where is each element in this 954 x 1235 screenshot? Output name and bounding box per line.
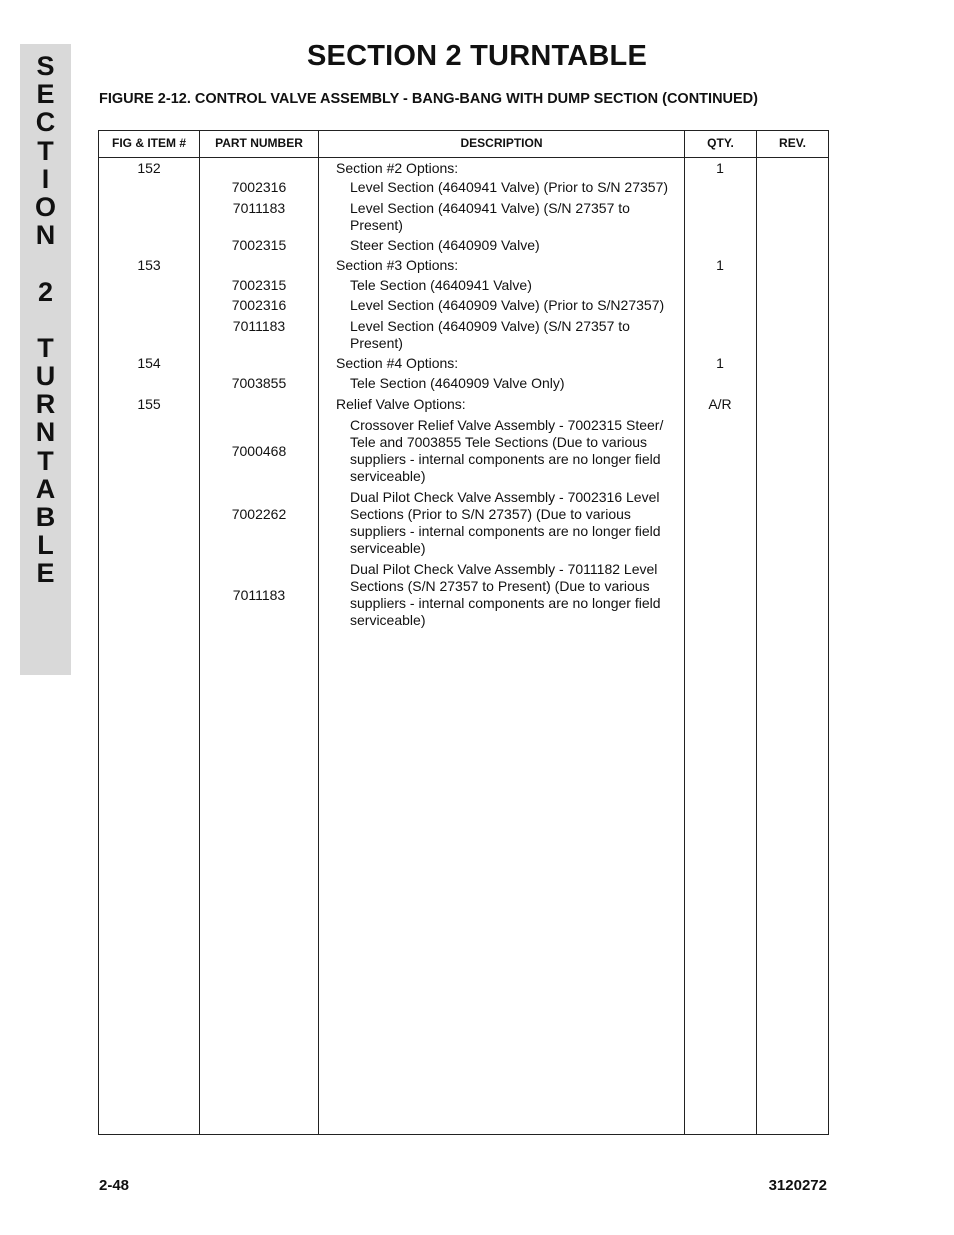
table-row	[99, 196, 830, 234]
header-qty: QTY.	[707, 136, 734, 150]
side-tab-letter: R	[35, 389, 56, 420]
cell-fig-item: 155	[137, 396, 161, 412]
cell-description: Relief Valve Options:	[336, 396, 466, 412]
cell-description: Dual Pilot Check Valve Assembly - 7002316 Level Sections (Prior to S/N 27357) (Due to various suppliers - internal components are no longer field serviceable)	[350, 489, 661, 556]
side-tab-letter: E	[36, 79, 55, 110]
side-tab-letter: T	[37, 135, 54, 166]
table-row	[99, 485, 830, 557]
side-tab-letter: N	[35, 220, 56, 251]
cell-description: Steer Section (4640909 Valve)	[350, 237, 540, 253]
cell-description: Level Section (4640909 Valve) (Prior to S/N27357)	[350, 297, 665, 313]
table-row	[99, 158, 830, 177]
table-row	[99, 314, 830, 352]
table-body	[99, 158, 830, 629]
table-row	[99, 254, 830, 274]
side-tab-letter: T	[37, 445, 54, 476]
table-row	[99, 557, 830, 629]
side-tab-letter	[20, 249, 71, 277]
side-tab-letter: L	[37, 530, 54, 561]
header-fig-item: FIG & ITEM #	[111, 136, 186, 150]
cell-part-number: 7011183	[232, 586, 286, 603]
cell-part-number: 7002316	[231, 179, 287, 195]
cell-part-number: 7003855	[231, 375, 287, 391]
cell-part-number: 7002315	[231, 277, 287, 293]
side-tab-letter: S	[36, 51, 55, 81]
cell-fig-item: 153	[137, 257, 161, 273]
cell-description: Tele Section (4640941 Valve)	[350, 277, 532, 293]
parts-table	[98, 130, 829, 1135]
side-tab-letter: O	[34, 191, 56, 222]
side-tab-letter: I	[41, 163, 50, 194]
side-tab-letter: E	[36, 558, 55, 589]
cell-part-number: 7002315	[231, 237, 287, 253]
table-row	[99, 294, 830, 314]
cell-qty: 1	[716, 355, 724, 371]
cell-description: Section #4 Options:	[336, 355, 459, 371]
cell-fig-item: 152	[137, 160, 161, 176]
table-row	[99, 372, 830, 392]
side-tab-letter: C	[35, 107, 56, 138]
cell-part-number: 7011183	[232, 318, 286, 334]
side-tab-letter: B	[35, 502, 56, 532]
side-tab-letters	[20, 52, 71, 588]
side-tab-letter	[20, 306, 71, 334]
cell-description: Dual Pilot Check Valve Assembly - 7011182 Level Sections (S/N 27357 to Present) (Due to various suppliers - internal components are no longer field serviceable)	[350, 561, 661, 628]
side-tab-letter: 2	[37, 276, 54, 307]
side-tab-letter: T	[37, 332, 54, 363]
table-row	[99, 352, 830, 372]
cell-part-number: 7002262	[231, 506, 287, 522]
table-row	[99, 274, 830, 294]
document-number: 3120272	[768, 1177, 827, 1194]
table-row	[99, 413, 830, 485]
cell-description: Tele Section (4640909 Valve Only)	[350, 375, 565, 391]
cell-part-number: 7011183	[232, 200, 286, 216]
cell-description: Section #3 Options:	[336, 257, 459, 273]
cell-part-number: 7002316	[231, 297, 287, 313]
cell-description: Level Section (4640941 Valve) (Prior to S/N 27357)	[350, 179, 669, 195]
side-tab-letter: U	[35, 361, 56, 392]
section-title: SECTION 2 TURNTABLE	[307, 40, 647, 72]
header-part-number: PART NUMBER	[215, 136, 303, 150]
cell-description: Section #2 Options:	[336, 160, 459, 176]
cell-fig-item: 154	[137, 355, 161, 371]
section-side-tab	[20, 44, 71, 675]
header-rev: REV.	[779, 136, 806, 150]
table-row	[99, 234, 830, 254]
cell-description: Level Section (4640941 Valve) (S/N 27357 to Present)	[350, 200, 630, 233]
cell-part-number: 7000468	[231, 442, 287, 459]
header-description: DESCRIPTION	[460, 136, 543, 150]
side-tab-letter: A	[35, 473, 56, 504]
table-row	[99, 177, 830, 196]
cell-description: Level Section (4640909 Valve) (S/N 27357 to Present)	[350, 318, 630, 351]
cell-qty: 1	[716, 257, 724, 273]
cell-qty: A/R	[708, 396, 732, 412]
page-number: 2-48	[99, 1177, 130, 1194]
figure-title: FIGURE 2-12. CONTROL VALVE ASSEMBLY - BANG-BANG WITH DUMP SECTION (CONTINUED)	[99, 91, 758, 107]
table-row	[99, 392, 830, 413]
side-tab-letter: N	[35, 417, 56, 448]
cell-description: Crossover Relief Valve Assembly - 7002315 Steer/ Tele and 7003855 Tele Sections (Due to various suppliers - internal components are no longer field serviceable)	[350, 417, 664, 484]
cell-qty: 1	[716, 160, 724, 176]
